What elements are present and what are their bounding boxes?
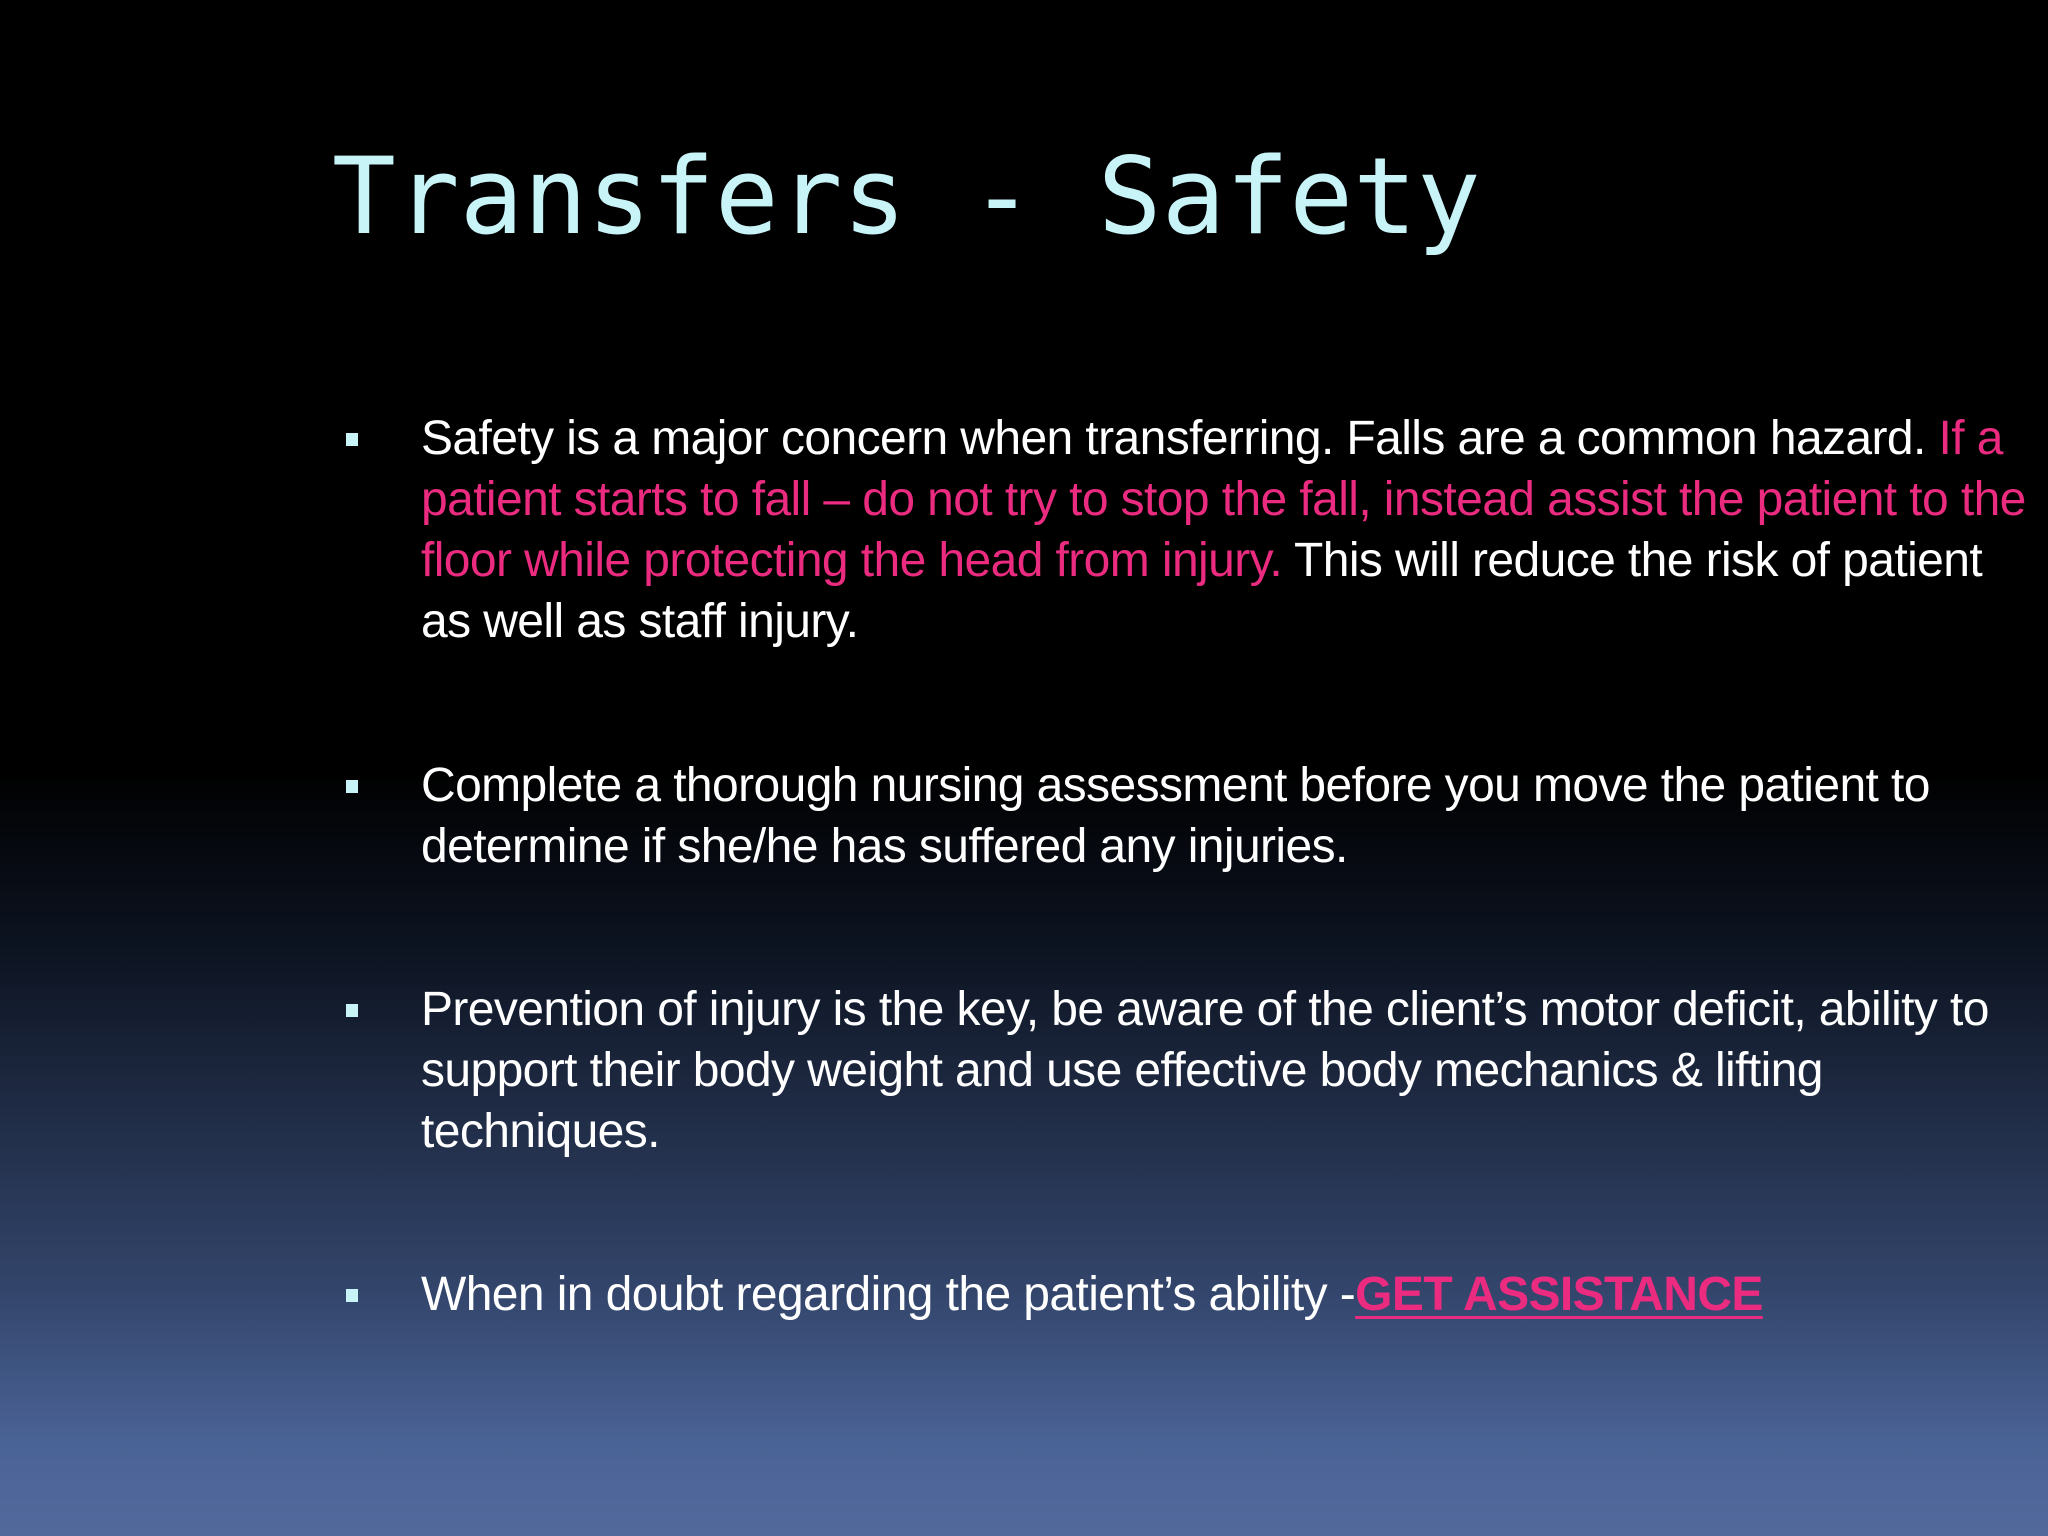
bullet-text-intro: Safety is a major concern when transferring. Falls are a common hazard. (421, 412, 1939, 465)
bullet-text: Complete a thorough nursing assessment before you move the patient to determine if she/he has suffered any injuries. (421, 759, 1930, 873)
square-bullet-icon (346, 1004, 358, 1017)
square-bullet-icon (346, 780, 358, 793)
bullet-text (421, 408, 2026, 652)
bullet-text: Prevention of injury is the key, be aware of the client’s motor deficit, ability to support their body weight and use effective body mechanics & lifting techniques. (421, 983, 1989, 1158)
get-assistance-link[interactable]: GET ASSISTANCE (1355, 1268, 1763, 1321)
square-bullet-icon (346, 1289, 358, 1302)
bullet-text-highlight: If a patient starts to fall – do not try to stop the fall, instead assist the patient to the floor while protecting the head from injury. (421, 412, 2026, 587)
bullet-text-lead: When in doubt regarding the patient’s ability - (421, 1268, 1356, 1321)
bullet-text-outro: This will reduce the risk of patient as well as staff injury. (421, 534, 1983, 648)
square-bullet-icon (346, 433, 358, 446)
bullet-text (421, 1264, 2026, 1325)
slide-title: Transfers - Safety (332, 135, 1481, 258)
